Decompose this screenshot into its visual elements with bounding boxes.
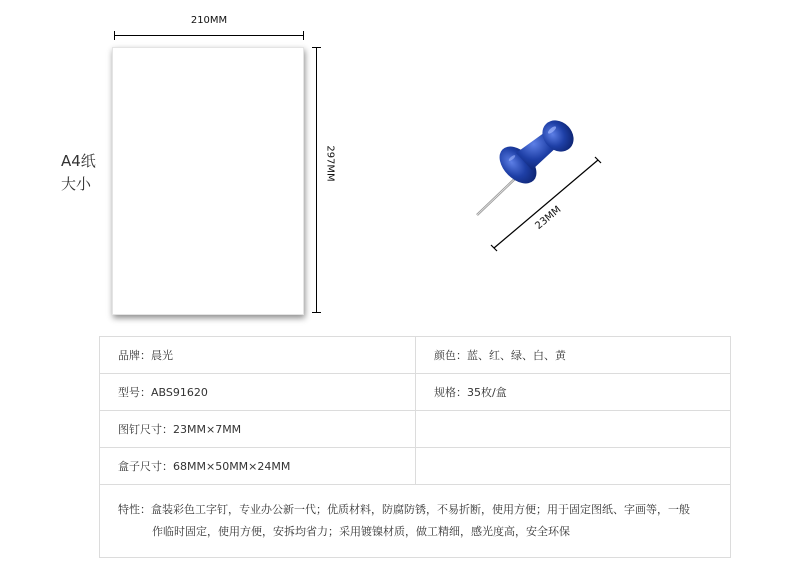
paper-width-text: 210MM <box>190 15 228 26</box>
table-row <box>100 485 731 558</box>
spec-model: 型号：ABS91620 <box>100 374 416 411</box>
a4-paper-image <box>112 47 304 315</box>
spec-quantity: 规格：35枚/盒 <box>416 374 731 411</box>
spec-color: 颜色：蓝、红、绿、白、黄 <box>416 337 731 374</box>
push-pin-image <box>460 110 620 260</box>
spec-empty-cell <box>416 411 731 448</box>
features-line-2: 作临时固定，使用方便，安拆均省力；采用镀镍材质，做工精细，感光度高，安全环保 <box>152 525 570 538</box>
paper-size-label <box>61 150 96 196</box>
table-row <box>100 411 731 448</box>
paper-height-text: 297MM <box>324 145 336 182</box>
pin-length-text: 23MM <box>533 204 564 232</box>
spec-features <box>100 485 731 558</box>
features-line-1: 特性：盒装彩色工字钉，专业办公新一代；优质材料，防腐防锈，不易折断，使用方便；用于固定图纸、字画等，一般 <box>118 503 690 516</box>
paper-width-dimension-line <box>114 35 304 36</box>
label-line-1: A4纸 <box>61 152 96 170</box>
paper-height-dimension-line <box>316 47 317 313</box>
table-row <box>100 448 731 485</box>
spec-pin-size: 图钉尺寸：23MM×7MM <box>100 411 416 448</box>
spec-table <box>99 336 731 558</box>
table-row <box>100 337 731 374</box>
spec-box-size: 盒子尺寸：68MM×50MM×24MM <box>100 448 416 485</box>
label-line-2: 大小 <box>61 175 92 193</box>
spec-brand: 品牌：晨光 <box>100 337 416 374</box>
spec-empty-cell <box>416 448 731 485</box>
table-row <box>100 374 731 411</box>
